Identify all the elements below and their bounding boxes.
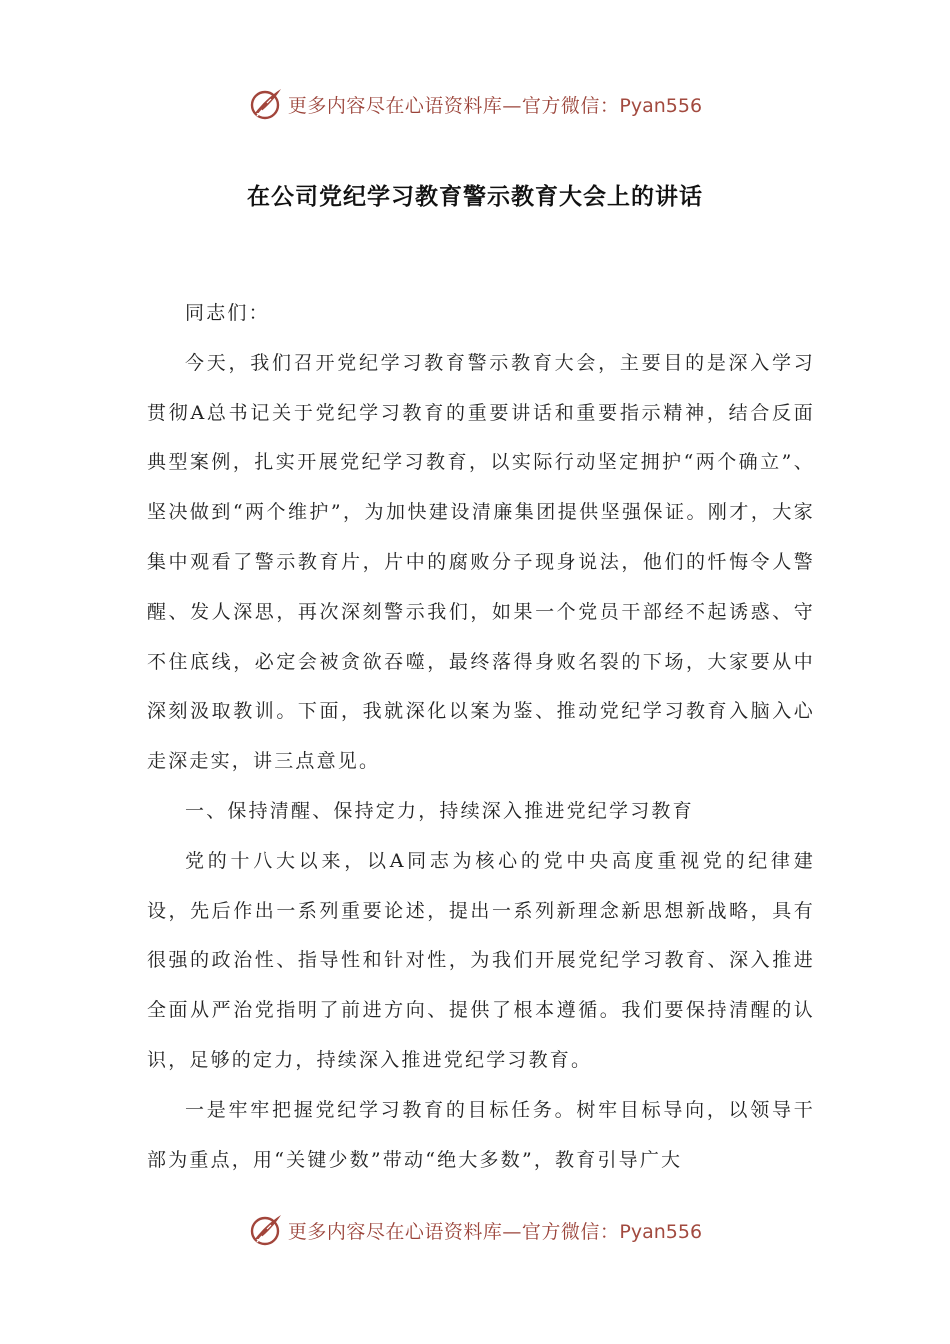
footer-watermark-banner bbox=[0, 1208, 950, 1252]
section-heading: 一、保持清醒、保持定力，持续深入推进党纪学习教育 bbox=[185, 799, 694, 822]
wechat-id: Pyan556 bbox=[619, 1220, 703, 1243]
document-title: 在公司党纪学习教育警示教育大会上的讲话 bbox=[247, 183, 703, 210]
paragraph: 一是牢牢把握党纪学习教育的目标任务。树牢目标导向，以领导干部为重点，用“关键少数”带动“绝大多数”，教育引导广大 bbox=[147, 1098, 815, 1171]
paragraph: 今天，我们召开党纪学习教育警示教育大会，主要目的是深入学习贯彻A总书记关于党纪学习教育的重要讲话和重要指示精神，结合反面典型案例，扎实开展党纪学习教育，以实际行动坚定拥护“两个确立”、坚决做到“两个维护”，为加快建设清廉集团提供坚强保证。刚才，大家集中观看了警示教育片，片中的腐败分子现身说法，他们的忏悔令人警醒、发人深思，再次深刻警示我们，如果一个党员干部经不起诱惑、守不住底线，必定会被贪欲吞噬，最终落得身败名裂的下场，大家要从中深刻汲取教训。下面，我就深化以案为鉴、推动党纪学习教育入脑入心走深走实，讲三点意见。 bbox=[147, 351, 815, 773]
quill-logo-icon bbox=[248, 86, 284, 122]
salutation: 同志们： bbox=[185, 302, 270, 324]
watermark-text: 更多内容尽在心语资料库—官方微信：Pyan556 bbox=[287, 1220, 703, 1243]
document-body bbox=[147, 289, 815, 1185]
paragraph: 党的十八大以来，以A同志为核心的党中央高度重视党的纪律建设，先后作出一系列重要论述，提出一系列新理念新思想新战略，具有很强的政治性、指导性和针对性，为我们开展党纪学习教育、深入推进全面从严治党指明了前进方向、提供了根本遵循。我们要保持清醒的认识，足够的定力，持续深入推进党纪学习教育。 bbox=[147, 849, 815, 1071]
watermark-text: 更多内容尽在心语资料库—官方微信：Pyan556 bbox=[287, 94, 703, 117]
header-watermark-banner bbox=[0, 82, 950, 126]
wechat-id: Pyan556 bbox=[619, 94, 703, 117]
quill-logo-icon bbox=[248, 1212, 284, 1248]
